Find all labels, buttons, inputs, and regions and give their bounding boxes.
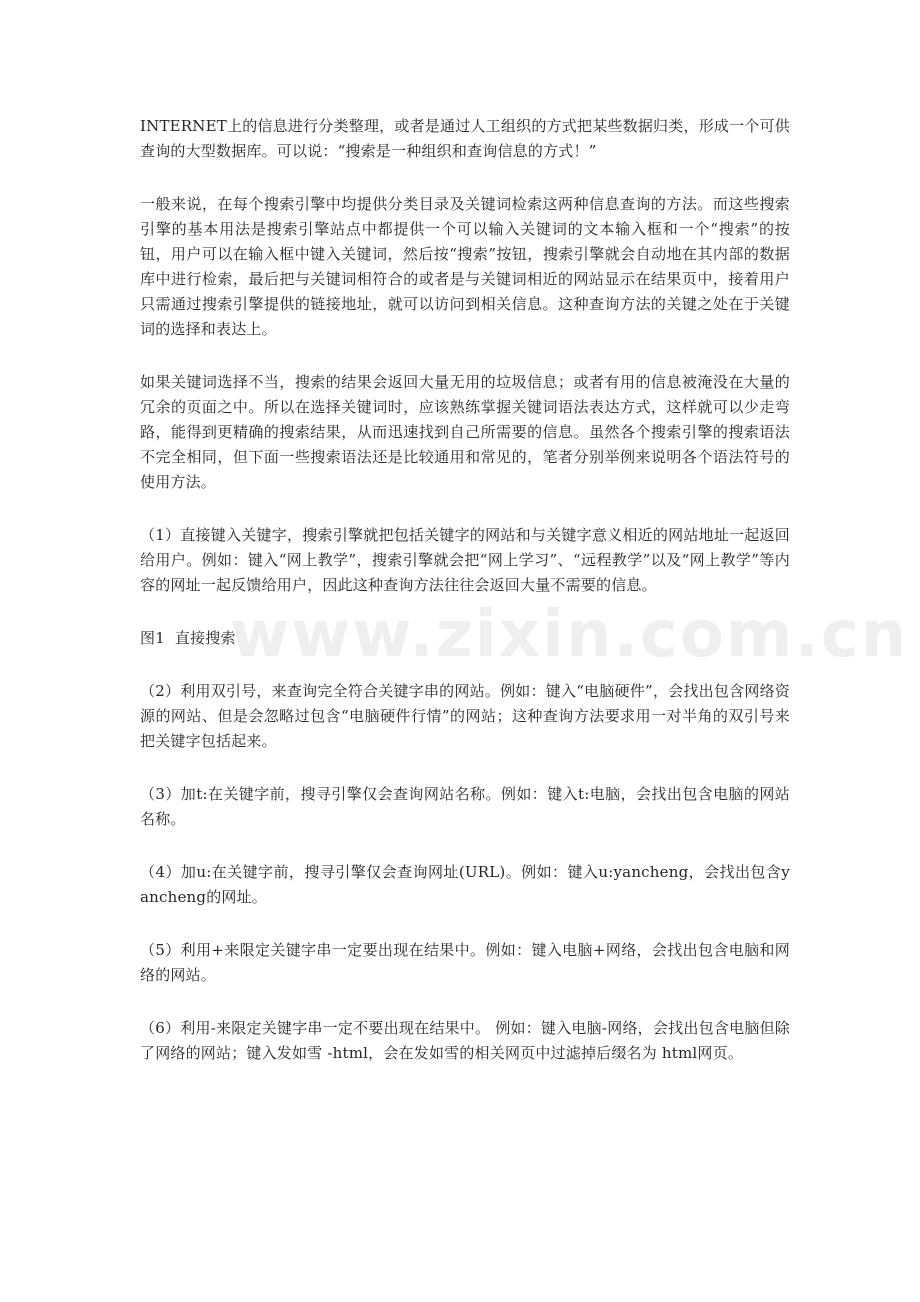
document-body	[140, 114, 909, 1094]
paragraph-intro-continuation: INTERNET上的信息进行分类整理，或者是通过人工组织的方式把某些数据归类，形成一个可供查询的大型数据库。可以说：“搜索是一种组织和查询信息的方式！”	[140, 117, 790, 160]
figure-caption: 图1 直接搜索	[140, 629, 236, 647]
paragraph-item-4: （4）加u:在关键字前，搜寻引擎仅会查询网址(URL)。例如：键入u:yancheng，会找出包含yancheng的网址。	[140, 863, 790, 906]
paragraph-search-basics: 一般来说，在每个搜索引擎中均提供分类目录及关键词检索这两种信息查询的方法。而这些搜索引擎的基本用法是搜索引擎站点中都提供一个可以输入关键词的文本输入框和一个“搜索”的按钮，用户可以在输入框中键入关键词，然后按“搜索”按钮，搜索引擎就会自动地在其内部的数据库中进行检索，最后把与关键词相符合的或者是与关键词相近的网站显示在结果页中，接着用户只需通过搜索引擎提供的链接地址，就可以访问到相关信息。这种查询方法的关键之处在于关键词的选择和表达上。	[140, 195, 790, 338]
paragraph-item-2: （2）利用双引号，来查询完全符合关键字串的网站。例如：键入“电脑硬件”，会找出包含网络资源的网站、但是会忽略过包含“电脑硬件行情”的网站；这种查询方法要求用一对半角的双引号来把关键字包括起来。	[140, 682, 790, 750]
paragraph-keyword-selection: 如果关键词选择不当，搜索的结果会返回大量无用的垃圾信息；或者有用的信息被淹没在大量的冗余的页面之中。所以在选择关键词时，应该熟练掌握关键词语法表达方式，这样就可以少走弯路，能得到更精确的搜索结果，从而迅速找到自己所需要的信息。虽然各个搜索引擎的搜索语法不完全相同，但下面一些搜索语法还是比较通用和常见的，笔者分别举例来说明各个语法符号的使用方法。	[140, 373, 790, 491]
paragraph-item-3: （3）加t:在关键字前，搜寻引擎仅会查询网站名称。例如：键入t:电脑，会找出包含电脑的网站名称。	[140, 785, 790, 828]
paragraph-item-1: （1）直接键入关键字，搜索引擎就把包括关键字的网站和与关键字意义相近的网站地址一起返回给用户。例如：键入“网上教学”，搜索引擎就会把“网上学习”、“远程教学”以及“网上教学”等内容的网址一起反馈给用户，因此这种查询方法往往会返回大量不需要的信息。	[140, 526, 790, 594]
watermark: www.zixin.com.cn	[230, 598, 909, 672]
paragraph-item-6: （6）利用-来限定关键字串一定不要出现在结果中。 例如：键入电脑-网络，会找出包含电脑但除了网络的网站；键入发如雪 -html，会在发如雪的相关网页中过滤掉后缀名为 html网页。	[140, 1019, 790, 1062]
paragraph-item-5: （5）利用+来限定关键字串一定要出现在结果中。例如：键入电脑+网络，会找出包含电脑和网络的网站。	[140, 941, 790, 984]
